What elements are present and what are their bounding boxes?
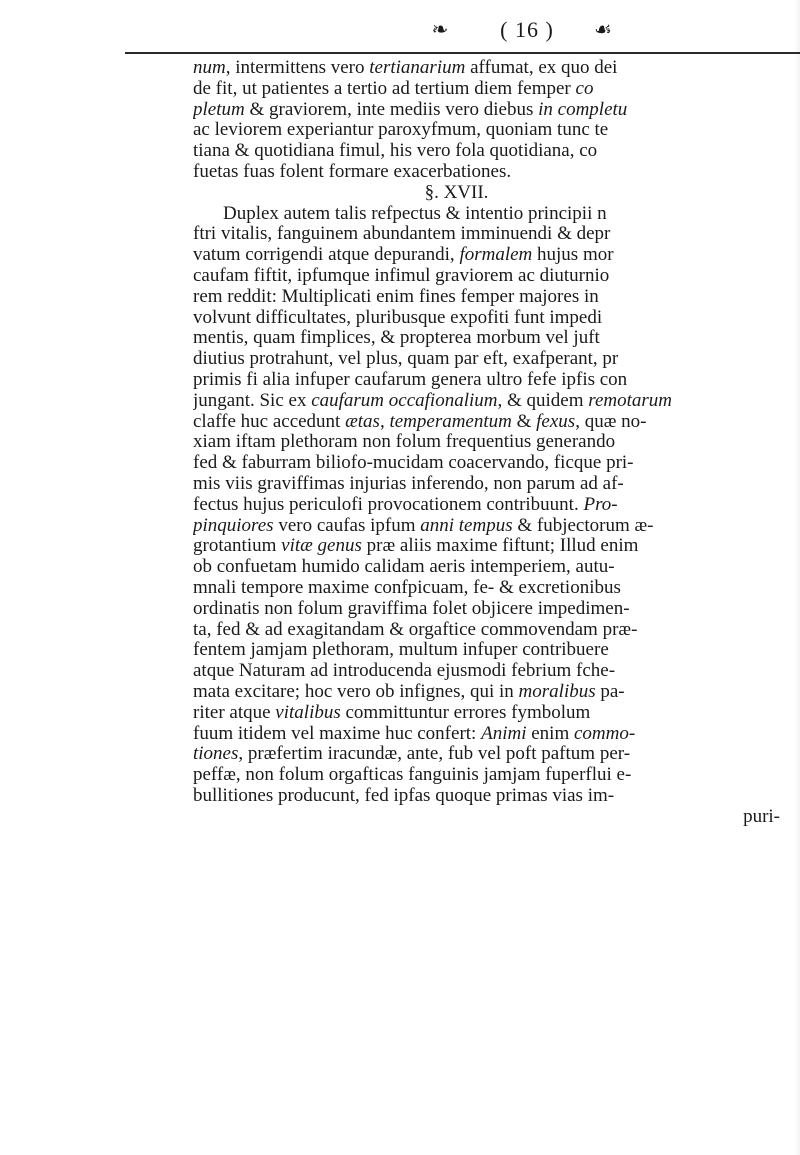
italic-term: ætas [345,411,380,432]
italic-term: vitæ genus [281,536,362,557]
text-line [193,765,800,786]
italic-term: Animi [481,723,527,744]
text-run: , quæ no- [575,411,647,432]
text-line [193,661,800,682]
text-run: fuum itidem vel maxime huc confert: [193,723,482,744]
text-line [193,453,800,474]
text-line [193,786,800,807]
text-line [193,204,800,225]
text-run: volvunt difficultates, pluribusque expofiti funt impedi [193,307,603,328]
text-run: §. XVII. [424,182,489,203]
text-line [193,474,800,495]
italic-term: co [575,78,594,99]
text-run: enim [526,723,574,744]
italic-term: num [193,58,226,78]
text-run: fentem jamjam plethoram, multum infuper contribuere [193,640,609,661]
text-run: grotantium [193,536,282,557]
text-run: pa- [595,681,625,702]
italic-term: moralibus [518,681,596,702]
text-run: Duplex autem talis refpectus & intentio principii n [223,203,607,224]
italic-term: fexus [536,411,576,432]
text-line [193,744,800,765]
text-line [193,245,800,266]
text-line [193,724,800,745]
text-line [193,141,800,162]
text-line [193,162,800,183]
italic-term: commo- [573,723,636,744]
text-line [193,495,800,516]
text-line [193,120,800,141]
text-line [193,58,800,79]
header-rule [125,52,800,54]
text-line [193,370,800,391]
text-run: & graviorem, inte mediis vero diebus [244,99,539,120]
text-line [193,349,800,370]
text-line [193,308,800,329]
text-line [193,391,800,412]
text-run: atque Naturam ad introducenda ejusmodi febrium fche- [193,661,616,682]
text-run: claffe huc accedunt [193,411,346,432]
text-run: mentis, quam fimplices, & propterea morbum vel juft [193,328,600,349]
text-line [193,536,800,557]
left-ornament-icon: ❧ [431,19,449,41]
text-run: & [511,411,537,432]
text-run: , præfertim iracundæ, ante, fub vel poft paftum per- [238,744,631,765]
text-run: ordinatis non folum graviffima folet objicere impedimen- [193,598,630,619]
text-line [193,620,800,641]
text-line [193,266,800,287]
text-line [193,287,800,308]
text-run: committuntur errores fymbolum [340,702,591,723]
text-line [193,224,800,245]
italic-term: in completu [538,99,628,120]
text-run: vero caufas ipfum [273,515,421,536]
text-line [193,578,800,599]
text-run: ta, fed & ad exagitandam & orgaftice commovendam præ- [193,619,638,640]
text-run: rem reddit: Multiplicati enim fines femper majores in [193,286,599,307]
text-run: jungant. Sic ex [193,390,312,411]
text-run: affumat, ex quo dei [465,58,618,78]
text-line [193,640,800,661]
right-ornament-icon: ☙ [594,19,612,41]
text-run: de fit, ut patientes a tertio ad tertium diem femper [193,78,576,99]
text-run: ob confuetam humido calidam aeris intemperiem, autu- [193,557,615,578]
text-run: ac leviorem experiantur paroxyfmum, quoniam tunc te [193,120,609,141]
italic-term: tiones [193,744,239,765]
italic-term: tertianarium [369,58,466,78]
text-line [193,703,800,724]
text-line [193,599,800,620]
body-text [193,58,800,827]
section-heading [193,183,800,204]
text-run: bullitiones producunt, fed ipfas quoque primas vias im- [193,785,615,806]
text-run: & fubjectorum æ- [512,515,654,536]
text-run: riter atque [193,702,276,723]
italic-term: pletum [193,99,245,120]
text-run: mnali tempore maxime confpicuam, fe- & excretionibus [193,577,621,598]
text-run: præ aliis maxime fiftunt; Illud enim [361,536,639,557]
text-run: , & quidem [497,390,589,411]
italic-term: formalem [459,245,533,266]
page-header [0,8,800,52]
text-line [193,516,800,537]
page-number: ( 16 ) [500,17,554,42]
text-run: caufam fiftit, ipfumque infimul graviorem ac diuturnio [193,265,610,286]
text-run: fed & faburram biliofo-mucidam coacervando, ficque pri- [193,453,634,474]
italic-term: anni tempus [420,515,513,536]
italic-term: Pro- [583,494,618,515]
text-line [193,328,800,349]
text-run: ftri vitalis, fanguinem abundantem imminuendi & depr [193,224,611,245]
page-edge-shadow [794,0,800,1155]
text-line [193,79,800,100]
text-run: fectus hujus periculofi provocationem contribuunt. [193,494,584,515]
catchword [193,807,800,828]
text-run: primis fi alia infuper caufarum genera ultro fefe ipfis con [193,369,628,390]
italic-term: pinquiores [193,515,274,536]
italic-term: remotarum [588,390,673,411]
text-run: , intermittens vero [225,58,370,78]
text-run: fuetas fuas folent formare exacerbationes. [193,161,512,182]
text-run: , [379,411,390,432]
text-run: hujus mor [532,245,614,266]
text-line [193,682,800,703]
italic-term: vitalibus [275,702,341,723]
text-run: mis viis graviffimas injurias inferendo, non parum ad af- [193,473,624,494]
text-run: vatum corrigendi atque depurandi, [193,245,460,266]
text-run: tiana & quotidiana fimul, his vero fola quotidiana, co [193,141,598,162]
text-run: mata excitare; hoc vero ob infignes, qui in [193,681,519,702]
text-run: diutius protrahunt, vel plus, quam par eft, exafperant, pr [193,349,619,370]
text-run: puri- [743,806,780,827]
text-line [193,557,800,578]
text-line [193,432,800,453]
text-run: peffæ, non folum orgafticas fanguinis jamjam fuperflui e- [193,765,632,786]
text-line [193,100,800,121]
text-run: xiam iftam plethoram non folum frequentius generando [193,432,616,453]
italic-term: temperamentum [389,411,512,432]
text-line [193,412,800,433]
italic-term: caufarum occafionalium [311,390,498,411]
